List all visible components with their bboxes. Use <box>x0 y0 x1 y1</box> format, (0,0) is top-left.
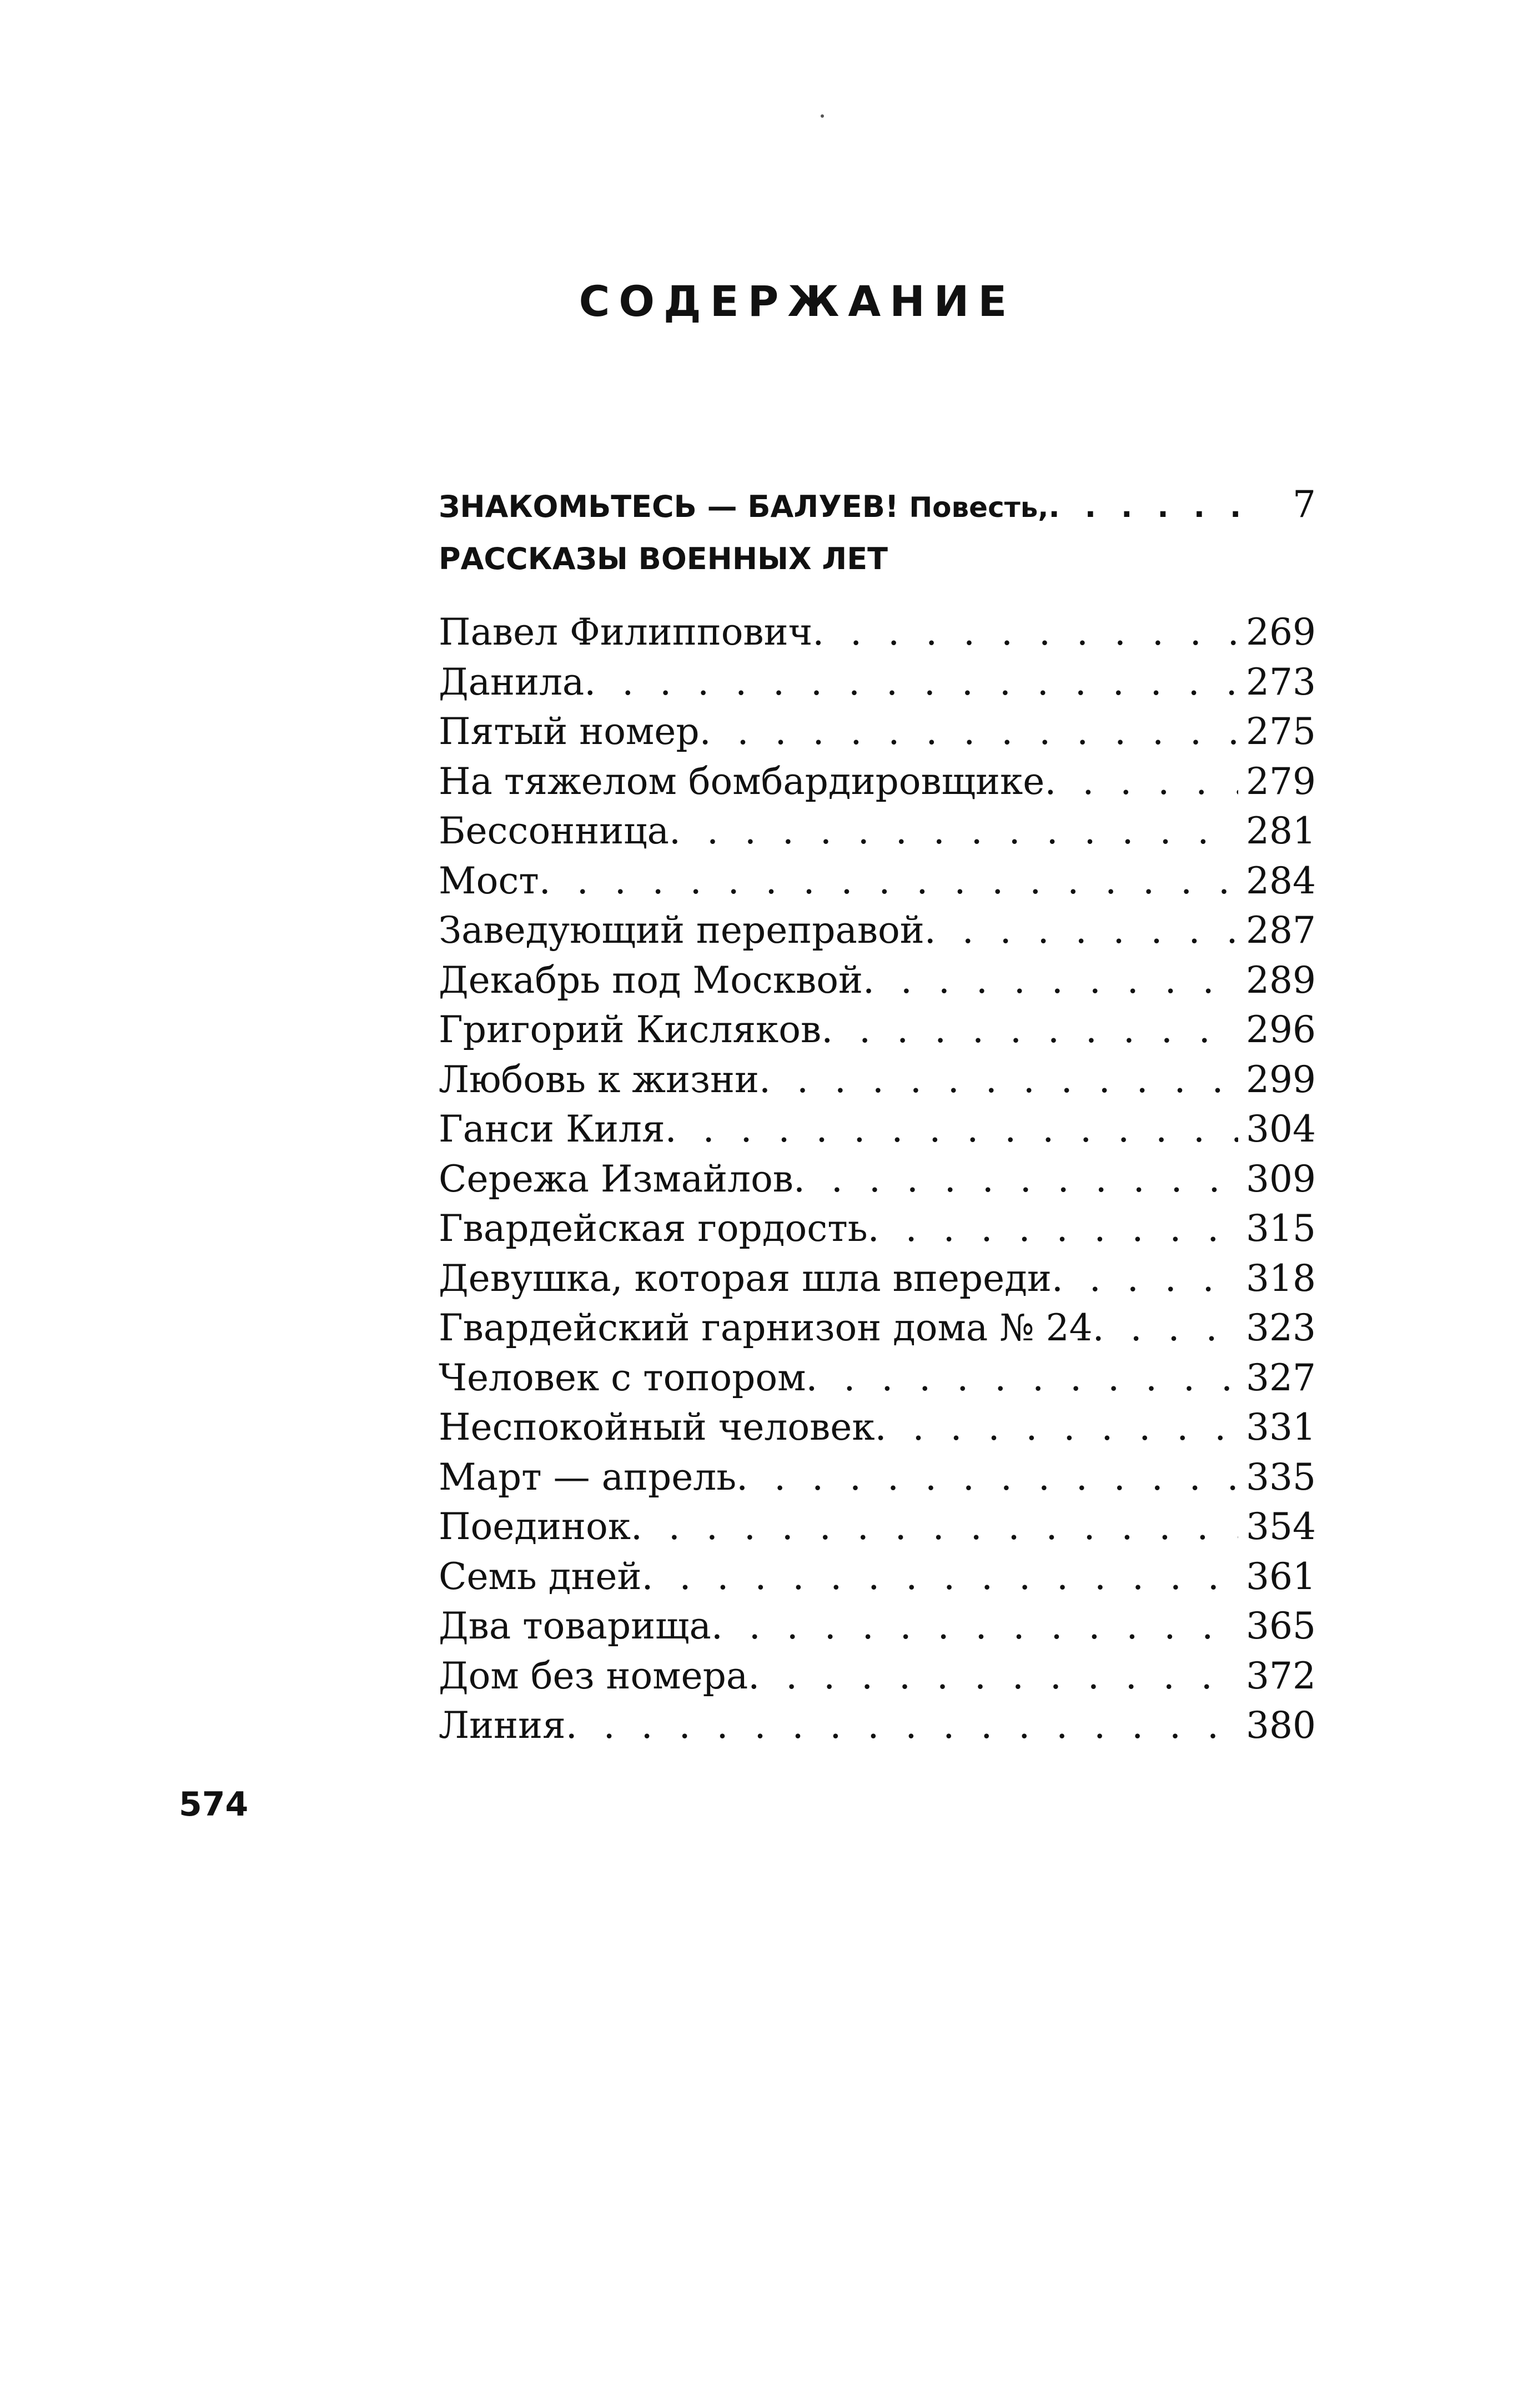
dot-leader <box>1044 760 1238 803</box>
toc-entry <box>439 909 1316 959</box>
dot-leader <box>641 1555 1238 1598</box>
entry-page: 331 <box>1246 1406 1316 1449</box>
part-title: ЗНАКОМЬТЕСЬ — БАЛУЕВ! <box>439 489 899 524</box>
toc-entry <box>439 1158 1316 1208</box>
toc-entry <box>439 1655 1316 1705</box>
dot-leader <box>748 1655 1238 1697</box>
entry-page: 323 <box>1246 1306 1316 1349</box>
entry-title: Данила <box>439 660 585 703</box>
entry-title: Пятый номер <box>439 710 700 753</box>
entry-page: 289 <box>1246 958 1316 1002</box>
dot-leader <box>669 810 1238 852</box>
part-subtitle: Повесть <box>909 491 1038 524</box>
entry-title: Человек с топором <box>439 1356 806 1399</box>
section-heading: РАССКАЗЫ ВОЕННЫХ ЛЕТ <box>439 541 888 576</box>
dot-leader <box>821 1008 1238 1051</box>
entry-title: Гвардейская гордость <box>439 1207 868 1250</box>
toc-entry <box>439 1704 1316 1754</box>
toc-entry <box>439 1505 1316 1555</box>
entry-page: 354 <box>1246 1505 1316 1548</box>
dot-leader <box>566 1704 1238 1747</box>
toc-entry <box>439 1555 1316 1605</box>
toc-entry <box>439 1058 1316 1108</box>
entry-page: 287 <box>1246 909 1316 952</box>
part-page: 7 <box>1293 483 1316 526</box>
entry-title: Линия <box>439 1704 566 1747</box>
dot-leader <box>1093 1306 1238 1349</box>
entry-title: На тяжелом бомбардировщике <box>439 760 1045 803</box>
dot-leader <box>924 909 1238 952</box>
entry-page: 284 <box>1246 859 1316 902</box>
dot-leader <box>793 1158 1238 1200</box>
toc-part-entry <box>439 483 1316 541</box>
entry-title: Григорий Кисляков <box>439 1008 822 1051</box>
entry-page: 281 <box>1246 810 1316 852</box>
dot-leader <box>863 959 1238 1002</box>
entry-page: 327 <box>1246 1356 1316 1399</box>
entry-page: 372 <box>1246 1654 1316 1697</box>
part-comma: , <box>1038 491 1049 524</box>
entry-title: Неспокойный человек <box>439 1406 875 1449</box>
story-list <box>439 611 1316 1754</box>
entry-title: Заведующий переправой <box>439 909 924 952</box>
page-number: 574 <box>179 1785 249 1824</box>
table-of-contents <box>439 483 1316 1754</box>
dot-leader <box>711 1605 1238 1647</box>
entry-page: 361 <box>1246 1555 1316 1598</box>
entry-page: 335 <box>1246 1455 1316 1499</box>
entry-page: 273 <box>1246 660 1316 703</box>
toc-entry <box>439 959 1316 1009</box>
entry-title: Поединок <box>439 1505 631 1548</box>
entry-page: 380 <box>1246 1704 1316 1747</box>
entry-title: Гвардейский гарнизон дома № 24 <box>439 1306 1093 1349</box>
entry-page: 318 <box>1246 1256 1316 1300</box>
toc-entry <box>439 710 1316 760</box>
entry-page: 279 <box>1246 760 1316 803</box>
dot-leader <box>1048 489 1238 524</box>
dot-leader <box>665 1108 1238 1150</box>
entry-title: Павел Филиппович <box>439 611 813 653</box>
toc-entry <box>439 1257 1316 1307</box>
entry-title: Девушка, которая шла впереди <box>439 1256 1052 1300</box>
dot-leader <box>700 710 1238 753</box>
toc-entry <box>439 810 1316 859</box>
toc-entry <box>439 1108 1316 1158</box>
entry-title: Два товарища <box>439 1605 711 1647</box>
dot-leader <box>806 1356 1238 1399</box>
entry-page: 365 <box>1246 1605 1316 1647</box>
entry-title: Семь дней <box>439 1555 642 1598</box>
entry-title: Сережа Измайлов <box>439 1157 793 1200</box>
entry-page: 269 <box>1246 611 1316 653</box>
entry-title: Любовь к жизни <box>439 1058 759 1101</box>
page-title: СОДЕРЖАНИЕ <box>579 277 1016 326</box>
toc-entry <box>439 1456 1316 1506</box>
entry-title: Дом без номера <box>439 1654 748 1697</box>
dot-leader <box>759 1058 1238 1101</box>
entry-title: Декабрь под Москвой <box>439 958 863 1002</box>
entry-page: 275 <box>1246 710 1316 753</box>
toc-entry <box>439 1008 1316 1058</box>
toc-entry <box>439 1356 1316 1406</box>
toc-entry <box>439 1207 1316 1257</box>
part-title-group <box>439 489 1048 524</box>
entry-title: Бессонница <box>439 810 669 852</box>
entry-title: Март — апрель <box>439 1455 737 1499</box>
toc-entry <box>439 1306 1316 1356</box>
dot-leader <box>812 611 1238 653</box>
entry-page: 296 <box>1246 1008 1316 1051</box>
entry-page: 309 <box>1246 1157 1316 1200</box>
toc-entry <box>439 1605 1316 1655</box>
toc-entry <box>439 661 1316 711</box>
entry-page: 304 <box>1246 1108 1316 1150</box>
dot-leader <box>868 1207 1238 1250</box>
print-speck <box>821 114 824 118</box>
dot-leader <box>631 1505 1238 1548</box>
dot-leader <box>584 661 1238 703</box>
entry-title: Мост <box>439 859 539 902</box>
dot-leader <box>736 1456 1238 1499</box>
dot-leader <box>875 1406 1238 1449</box>
toc-entry <box>439 760 1316 810</box>
dot-leader <box>539 859 1238 902</box>
toc-entry <box>439 1406 1316 1456</box>
toc-entry <box>439 859 1316 909</box>
entry-page: 299 <box>1246 1058 1316 1101</box>
dot-leader <box>1052 1257 1238 1300</box>
toc-entry <box>439 611 1316 661</box>
entry-page: 315 <box>1246 1207 1316 1250</box>
entry-title: Ганси Киля <box>439 1108 665 1150</box>
